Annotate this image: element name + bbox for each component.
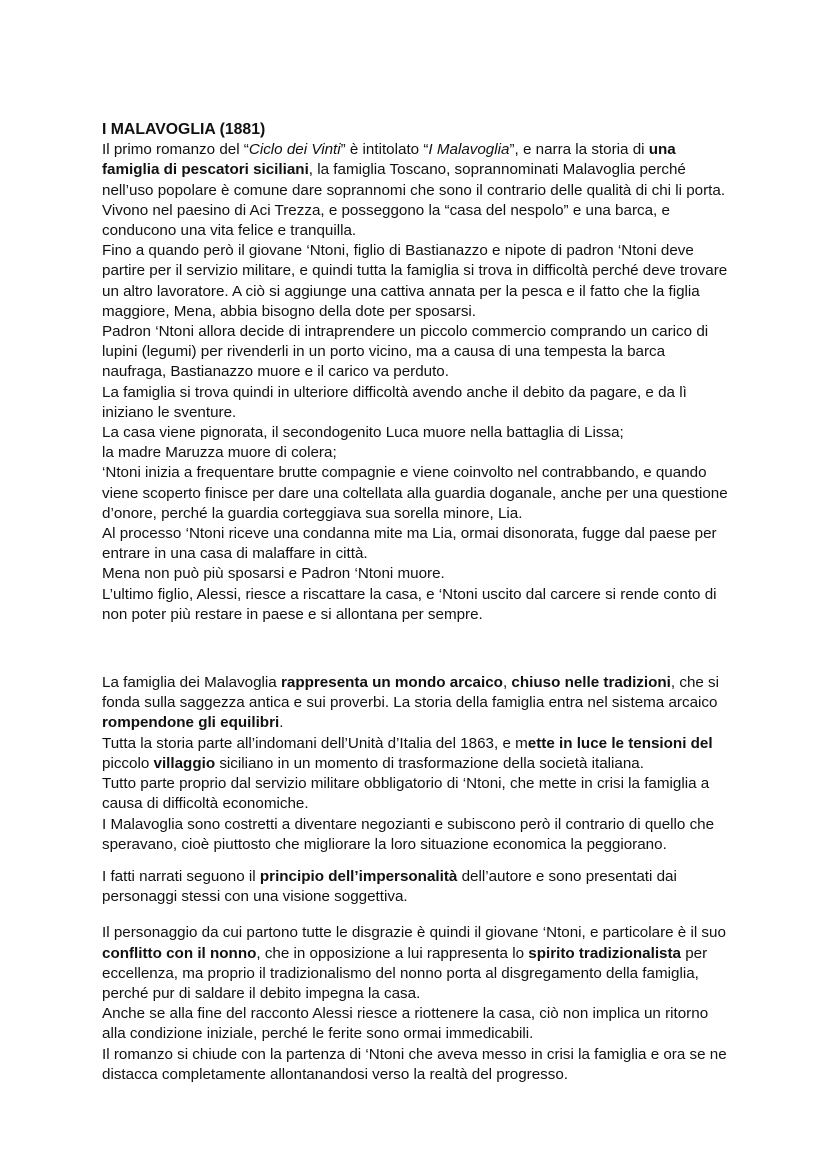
paragraph <box>102 867 732 907</box>
italic-text: Ciclo dei Vinti <box>248 141 341 159</box>
paragraph: Anche se alla fine del racconto Alessi riesce a riottenere la casa, ciò non implica un ritorno alla condizione iniziale, perché le ferite sono ormai immedicabili. <box>102 1005 709 1043</box>
paragraph: Fino a quando però il giovane ‘Ntoni, figlio di Bastianazzo e nipote di padron ‘Ntoni deve partire per il servizio militare, e quindi tutta la famiglia si trova in difficoltà perché deve trovare un altro lavoratore. A ciò si aggiunge una cattiva annata per la pesca e il fatto che la figlia maggiore, Mena, abbia bisogno della dote per sposarsi. <box>102 242 728 320</box>
text-run: siciliano in un momento di trasformazione della società italiana. <box>215 754 644 772</box>
paragraph: I Malavoglia sono costretti a diventare negozianti e subiscono però il contrario di quello che speravano, cioè piuttosto che migliorare la loro situazione economica la peggiorano. <box>102 815 715 853</box>
text-run: , che in opposizione a lui rappresenta lo <box>256 944 529 962</box>
bold-text: conflitto con il nonno <box>102 944 257 962</box>
document-title: I MALAVOGLIA (1881) <box>102 121 266 138</box>
paragraph <box>102 673 732 734</box>
text-run: per eccellenza, ma proprio il tradizionalismo del nonno porta al disgregamento della famiglia, perché pur di saldare il debito impegna la casa. <box>102 944 708 1002</box>
paragraph: La famiglia si trova quindi in ulteriore difficoltà avendo anche il debito da pagare, e da lì iniziano le sventure. <box>102 383 687 421</box>
bold-text: chiuso nelle tradizioni <box>511 674 671 692</box>
analysis-section <box>102 673 732 1085</box>
plot-summary-section <box>102 140 732 625</box>
text-run: Il primo romanzo del “ <box>102 141 249 159</box>
paragraph: La casa viene pignorata, il secondogenito Luca muore nella battaglia di Lissa; <box>102 424 624 442</box>
text-run: ” è intitolato “ <box>340 141 429 159</box>
text-run: Tutta la storia parte all’indomani dell’Unità d’Italia del 1863, e m <box>102 734 528 752</box>
bold-text: una famiglia di pescatori siciliani <box>102 141 676 179</box>
text-run: dell’autore e sono presentati dai personaggi stessi con una visione soggettiva. <box>102 867 677 906</box>
paragraph <box>102 140 732 241</box>
paragraph: Mena non può più sposarsi e Padron ‘Ntoni muore. <box>102 565 445 583</box>
paragraph <box>102 734 732 774</box>
text-run: ”, e narra la storia di <box>509 141 649 159</box>
paragraph: L’ultimo figlio, Alessi, riesce a riscattare la casa, e ‘Ntoni uscito dal carcere si rende conto di non poter più restare in paese e si allontana per sempre. <box>102 585 717 623</box>
paragraph: ‘Ntoni inizia a frequentare brutte compagnie e viene coinvolto nel contrabbando, e quando viene scoperto finisce per dare una coltellata alla guardia doganale, anche per una questione d’onore, perché la guardia corteggiava sua sorella minore, Lia. <box>102 464 728 522</box>
bold-text: rappresenta un mondo arcaico <box>280 674 503 692</box>
bold-text: ette in luce le tensioni del <box>527 734 713 752</box>
paragraph: Al processo ‘Ntoni riceve una condanna mite ma Lia, ormai disonorata, fugge dal paese per entrare in una casa di malaffare in città. <box>102 525 717 563</box>
text-run: , che si fonda sulla saggezza antica e sui proverbi. La storia della famiglia entra nel sistema arcaico <box>102 674 720 712</box>
document-page <box>102 120 732 1085</box>
paragraph: Padron ‘Ntoni allora decide di intraprendere un piccolo commercio comprando un carico di lupini (legumi) per rivenderli in un porto vicino, ma a causa di una tempesta la barca naufraga, Bastianazzo muore e il carico va perduto. <box>102 323 709 381</box>
italic-text: I Malavoglia <box>428 141 510 159</box>
text-run: . <box>279 714 284 732</box>
bold-text: principio dell’impersonalità <box>259 867 458 885</box>
text-run: I fatti narrati seguono il <box>102 867 260 885</box>
paragraph <box>102 923 732 1004</box>
bold-text: spirito tradizionalista <box>528 944 681 962</box>
text-run: , <box>502 674 512 692</box>
paragraph: Tutto parte proprio dal servizio militare obbligatorio di ‘Ntoni, che mette in crisi la famiglia a causa di difficoltà economiche. <box>102 775 710 813</box>
bold-text: rompendone gli equilibri <box>102 714 280 732</box>
paragraph: Il romanzo si chiude con la partenza di ‘Ntoni che aveva messo in crisi la famiglia e ora se ne distacca completamente allontanandosi verso la realtà del progresso. <box>102 1045 727 1083</box>
paragraph: la madre Maruzza muore di colera; <box>102 444 337 462</box>
text-run: , la famiglia Toscano, soprannominati Malavoglia perché nell’uso popolare è comune dare soprannomi che sono il contrario delle qualità di chi li porta. Vivono nel paesino di Aci Trezza, e posseggono la “casa del nespolo” e una barca, e conducono una vita felice e tranquilla. <box>102 161 726 240</box>
bold-text: villaggio <box>153 754 216 772</box>
text-run: La famiglia dei Malavoglia <box>102 674 281 692</box>
text-run: piccolo <box>102 754 154 772</box>
text-run: Il personaggio da cui partono tutte le disgrazie è quindi il giovane ‘Ntoni, e particolare è il suo <box>102 924 726 942</box>
